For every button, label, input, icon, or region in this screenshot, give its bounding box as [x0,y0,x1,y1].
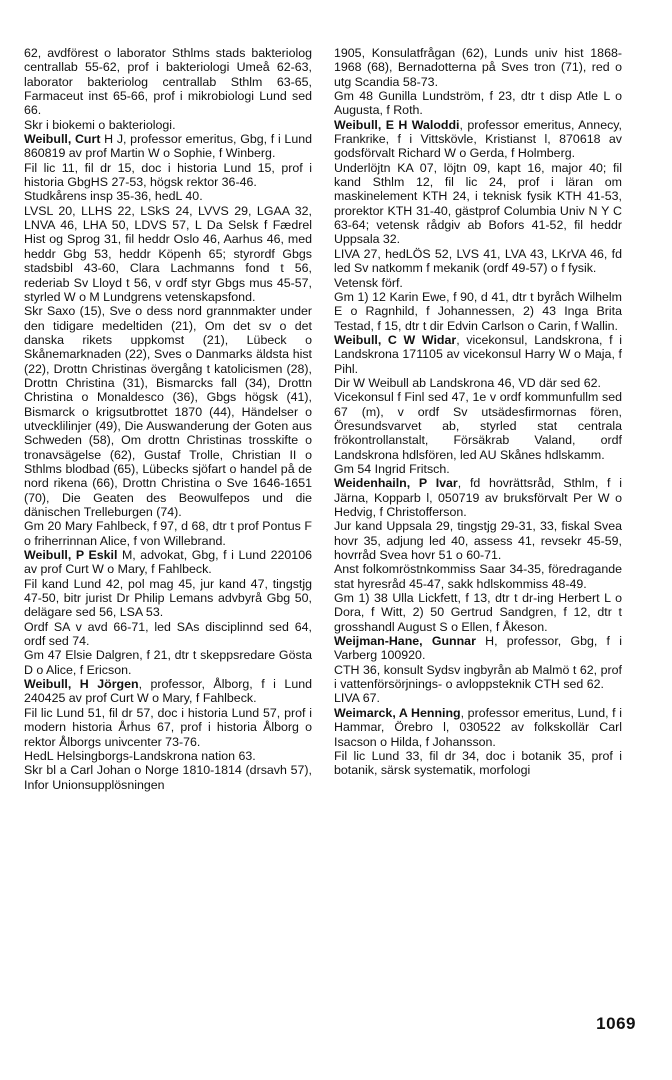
entry-text: H, professor, Gbg, f i Varberg 100920. [334,634,622,663]
entry-text: LIVA 67. [334,691,380,706]
entry-name: Weibull, Curt [24,132,101,147]
entry-paragraph [24,189,312,203]
entry-paragraph [24,161,312,190]
entry-paragraph [334,519,622,562]
entry-text: 62, avdförest o laborator Sthlms stads bakteriolog centrallab 55-62, prof i bakteriologi Umeå 62-63, laborator bakteriolog centrallab Sthlm 63-65, Farmaceut inst 65-66, prof i mikrobiologi Lund sed 66. [24,46,312,118]
entry-text: Underlöjtn KA 07, löjtn 09, kapt 16, major 40; fil kand Sthlm 12, fil lic 24, prof i läran om maskinelement KTH 24, i teknisk fysik KTH 41-53, prorektor KTH 31-40, gästprof Columbia Univ N Y C 63-64; vetensk rådgiv ab Bofors 41-52, fil heddr Uppsala 32. [334,160,622,247]
entry-text: Vicekonsul f Finl sed 47, 1e v ordf kommunfullm sed 67 (m), v ordf Sv utsädesfirmornas fören, Öresundsvarvet ab, styrled stat centrala frökontrollanstalt, Försäkrab Valand, ordf Landskrona hdlsfören, led AU Skånes hdlskamm. [334,390,622,462]
entry-paragraph [334,290,622,333]
entry-text: M, advokat, Gbg, f i Lund 220106 av prof Curt W o Mary, f Fahlbeck. [24,548,312,577]
entry-text: LVSL 20, LLHS 22, LSkS 24, LVVS 29, LGAA 32, LNVA 46, LHA 50, LDVS 57, L Da Selsk f Fædrel Hist og Sprog 31, fil heddr Oslo 46, Aarhus 46, med heddr Gbg 53, heddr Köpenh 65; styrordf Gbgs stadsbibl 43-60, Clara Lachmanns fond t 56, rederiab Sv Lloyd t 56, v ordf styr Gbgs mus 45-57, styrled W o M Lundgrens vetenskapsfond. [24,203,312,304]
entry-paragraph [24,204,312,304]
entry-text: Fil lic Lund 33, fil dr 34, doc i botanik 35, prof i botanik, särsk systematik, morfologi [334,748,622,778]
entry-paragraph [334,247,622,276]
entry-name: Weijman-Hane, Gunnar [334,634,476,649]
entry-paragraph [24,46,312,118]
entry-text: Gm 1) 38 Ulla Lickfett, f 13, dtr t dr-ing Herbert L o Dora, f Witt, 2) 50 Gertrud Sandgren, f 12, dtr t grosshandl August S o Ellen, f Åkeson. [334,591,622,634]
entry-text: 1905, Konsulatfrågan (62), Lunds univ hist 1868-1968 (68), Bernadotterna på Sves tron (71), red o utg Scandia 58-73. [334,46,622,89]
entry-paragraph [24,577,312,620]
entry-text: Gm 47 Elsie Dalgren, f 21, dtr t skeppsredare Gösta D o Alice, f Ericson. [24,648,312,677]
entry-text: Fil lic Lund 51, fil dr 57, doc i historia Lund 57, prof i modern historia Århus 67, prof i historia Ålborg o rektor Ålborgs univcenter 73-76. [24,705,312,749]
entry-paragraph [24,763,312,792]
entry-text: , professor emeritus, Annecy, Frankrike, f i Vittskövle, Kristianst l, 870618 av godsförvalt Richard W o Gerda, f Holmberg. [334,117,623,161]
entry-text: Anst folkomröstnkommiss Saar 34-35, föredragande stat hyresråd 45-47, sakk hdlskommiss 48-49. [334,562,622,591]
entry-name: Weibull, C W Widar [334,332,457,347]
right-column [334,46,622,778]
entry-name: Weibull, E H Waloddi [334,117,460,132]
entry-text: Fil kand Lund 42, pol mag 45, jur kand 47, tingstjg 47-50, bitr jurist Dr Philip Lemans advbyrå Gbg 50, delägare sed 56, LSA 53. [24,576,312,620]
entry-paragraph [24,706,312,749]
biography-entry [334,706,622,749]
entry-text: H J, professor emeritus, Gbg, f i Lund 860819 av prof Martin W o Sophie, f Winberg. [24,132,312,161]
entry-paragraph [24,620,312,649]
entry-text: Dir W Weibull ab Landskrona 46, VD där sed 62. [334,375,601,390]
page-number: 1069 [596,1014,636,1033]
left-column [24,46,312,792]
entry-paragraph [334,591,622,634]
entry-paragraph [24,118,312,132]
entry-name: Weimarck, A Henning [334,705,461,720]
biography-entry [334,634,622,663]
entry-paragraph [334,376,622,390]
entry-name: Weibull, P Eskil [24,548,118,563]
entry-text: LIVA 27, hedLÖS 52, LVS 41, LVA 43, LKrVA 46, fd led Sv natkomm f mekanik (ordf 49-57) o f fysik. [334,246,622,276]
entry-paragraph [334,562,622,591]
entry-paragraph [24,749,312,763]
entry-paragraph [334,390,622,462]
entry-text: Skr Saxo (15), Sve o dess nord grannmakter under den tidigare medeltiden (21), Om det sv o det danska rikets uppkomst (21), Lübeck o Skånemarknaden (22), Sves o Danmarks äldsta hist (22), Drottn Christinas övergång t katolicismen (28), Drottn Christina (31), Bismarcks fall (34), Drottn Christina o Monaldesco (36), Gbgs högsk (41), Bismarck o krigsutbrottet 1870 (44), Händelser o utvecklilinjer (49), Die Auswanderung der Goten aus Schweden (58), Om drottn Christinas trosskifte o tronavsägelse (62), Gustaf Trolle, Christian II o Sthlms blodbad (65), Lübecks sjöfart o handel på de nord rikena (66), Drottn Christina o Sve 1646-1651 (70), Die Geaten des Beowulfepos und die dänischen Trelleburgen (74). [24,304,312,519]
entry-text: Gm 48 Gunilla Lundström, f 23, dtr t disp Atle L o Augusta, f Roth. [334,89,622,118]
entry-paragraph [334,663,622,692]
entry-paragraph [24,648,312,677]
entry-text: Fil lic 11, fil dr 15, doc i historia Lund 15, prof i historia GbgHS 27-53, högsk rektor 36-46. [24,160,312,190]
entry-paragraph [334,89,622,118]
entry-paragraph [334,462,622,476]
entry-text: Skr i biokemi o bakteriologi. [24,117,176,132]
entry-text: Vetensk förf. [334,275,403,290]
biography-entry [334,118,622,161]
entry-paragraph [334,161,622,247]
entry-text: HedL Helsingborgs-Landskrona nation 63. [24,748,256,763]
entry-text: Skr bl a Carl Johan o Norge 1810-1814 (drsavh 57), Infor Unionsupplösningen [24,763,312,792]
entry-text: , professor emeritus, Lund, f i Hammar, Örebro l, 030522 av folkskollär Carl Isacson o Hilda, f Johansson. [334,705,622,749]
entry-paragraph [24,519,312,548]
entry-text: Gm 20 Mary Fahlbeck, f 97, d 68, dtr t prof Pontus F o friherrinnan Alice, f von Willebrand. [24,519,312,548]
biography-entry [334,476,622,519]
biography-entry [334,333,622,376]
entry-paragraph [334,749,622,778]
entry-text: , vicekonsul, Landskrona, f i Landskrona 171105 av vicekonsul Harry W o Maja, f Pihl. [334,332,622,376]
entry-text: Jur kand Uppsala 29, tingstjg 29-31, 33, fiskal Svea hovr 35, adjung led 40, assess 41, revsekr 45-59, hovrråd Svea hovr 51 o 60-71. [334,519,622,563]
entry-paragraph [24,304,312,519]
entry-name: Weidenhailn, P Ivar [334,476,458,491]
entry-text: Studkårens insp 35-36, hedL 40. [24,189,203,204]
entry-text: Gm 54 Ingrid Fritsch. [334,461,450,476]
entry-text: Ordf SA v avd 66-71, led SAs disciplinnd sed 64, ordf sed 74. [24,619,312,649]
entry-text: Gm 1) 12 Karin Ewe, f 90, d 41, dtr t byråch Wilhelm E o Ragnhild, f Johannessen, 2) 43 Inga Brita Testad, f 15, dtr t dir Edvin Carlson o Carin, f Wallin. [334,289,622,333]
biography-entry [24,677,312,706]
entry-text: , fd hovrättsråd, Sthlm, f i Järna, Kopparb l, 050719 av bruksförvalt Per W o Hedvig, f Christofferson. [334,476,622,519]
entry-paragraph [334,46,622,89]
biography-entry [24,548,312,577]
entry-text: CTH 36, konsult Sydsv ingbyrån ab Malmö t 62, prof i vattenförsörjnings- o avloppsteknik CTH sed 62. [334,662,622,692]
entry-paragraph [334,691,622,705]
entry-text: , professor, Ålborg, f i Lund 240425 av prof Curt W o Mary, f Fahlbeck. [24,677,312,706]
entry-name: Weibull, H Jörgen [24,677,139,692]
biography-entry [24,132,312,161]
entry-paragraph [334,276,622,290]
